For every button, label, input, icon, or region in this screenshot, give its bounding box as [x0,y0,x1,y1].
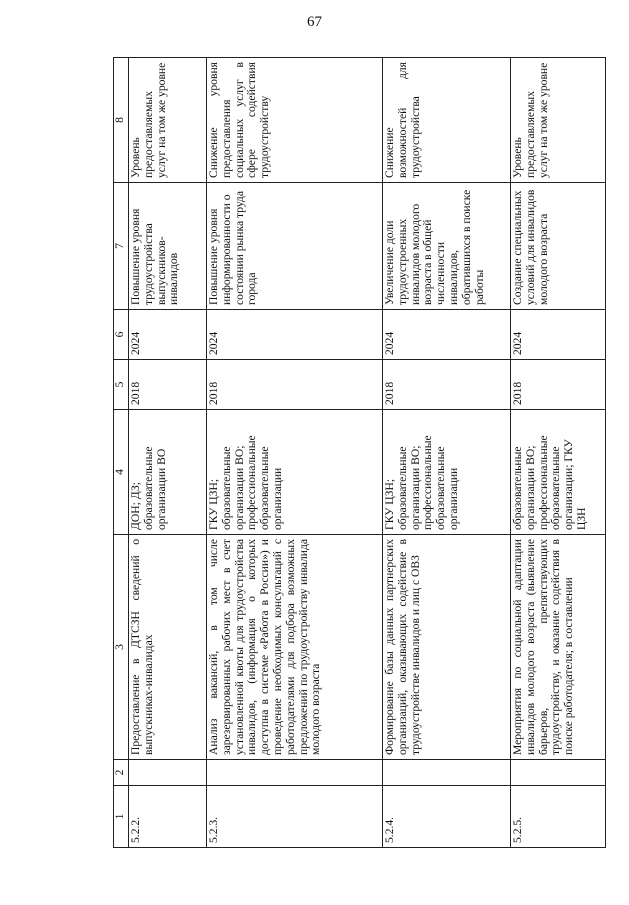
start-year-cell: 2018 [129,360,207,410]
table-row [511,58,606,848]
start-year-cell: 2018 [511,360,606,410]
header-cell: 5 [114,360,129,410]
row-number: 5.2.3. [207,786,383,848]
end-year-cell: 2024 [129,310,207,360]
empty-cell [129,760,207,786]
event-cell: Формирование базы данных партнерских организаций, оказывающих содействие в трудоустройстве инвалидов и лиц с ОВЗ [383,535,511,760]
empty-cell [207,760,383,786]
consequence-cell: Уровень предоставляемых услуг на том же уровне [129,58,207,183]
consequence-cell: Снижение возможностей для трудоустройства [383,58,511,183]
measures-table [113,57,606,848]
header-cell: 8 [114,58,129,183]
empty-cell [383,760,511,786]
consequence-cell: Снижение уровня предоставления социальных услуг в сфере содействия трудоустройству [207,58,383,183]
table-row [129,58,207,848]
row-number: 5.2.5. [511,786,606,848]
header-cell: 6 [114,310,129,360]
header-cell: 2 [114,760,129,786]
header-row [114,58,129,848]
executors-cell: ГКУ ЦЗН; образовательные организации ВО; профессиональные образовательные организации [207,410,383,535]
end-year-cell: 2024 [207,310,383,360]
result-cell: Повышение уровня трудоустройства выпускников-инвалидов [129,183,207,310]
header-cell: 7 [114,183,129,310]
result-cell: Увеличение доли трудоустроенных инвалидов молодого возраста в общей численности инвалидов, обратившихся в поиске работы [383,183,511,310]
empty-cell [511,760,606,786]
table-row [383,58,511,848]
header-cell: 4 [114,410,129,535]
executors-cell: образовательные организации ВО; профессиональные образовательные организации; ГКУ ЦЗН [511,410,606,535]
end-year-cell: 2024 [511,310,606,360]
executors-cell: ГКУ ЦЗН; образовательные организации ВО; профессиональные образовательные организации [383,410,511,535]
end-year-cell: 2024 [383,310,511,360]
rotated-table-container [113,58,606,848]
event-cell: Предоставление в ДТСЗН сведений о выпускниках-инвалидах [129,535,207,760]
page-number: 67 [307,14,322,30]
executors-cell: ДОН; ДЗ; образовательные организации ВО [129,410,207,535]
consequence-cell: Уровень предоставляемых услуг на том же уровне [511,58,606,183]
row-number: 5.2.4. [383,786,511,848]
start-year-cell: 2018 [383,360,511,410]
row-number: 5.2.2. [129,786,207,848]
event-cell: Анализ вакансий, в том числе зарезервированных рабочих мест в счет установленной квоты для трудоустройства инвалидов, (информация о которых доступна в системе «Работа в России») и проведение необходимых консультаций с работодателями для подбора возможных предложений по трудоустройству инвалида молодого возраста [207,535,383,760]
header-cell: 1 [114,786,129,848]
event-cell: Мероприятия по социальной адаптации инвалидов молодого возраста (выявление барьеров, препятствующих трудоустройству, и оказание содействия в поиске работодателя; в составлении [511,535,606,760]
result-cell: Повышение уровня информированности о состоянии рынка труда города [207,183,383,310]
result-cell: Создание специальных условий для инвалидов молодого возраста [511,183,606,310]
table-row [207,58,383,848]
start-year-cell: 2018 [207,360,383,410]
header-cell: 3 [114,535,129,760]
